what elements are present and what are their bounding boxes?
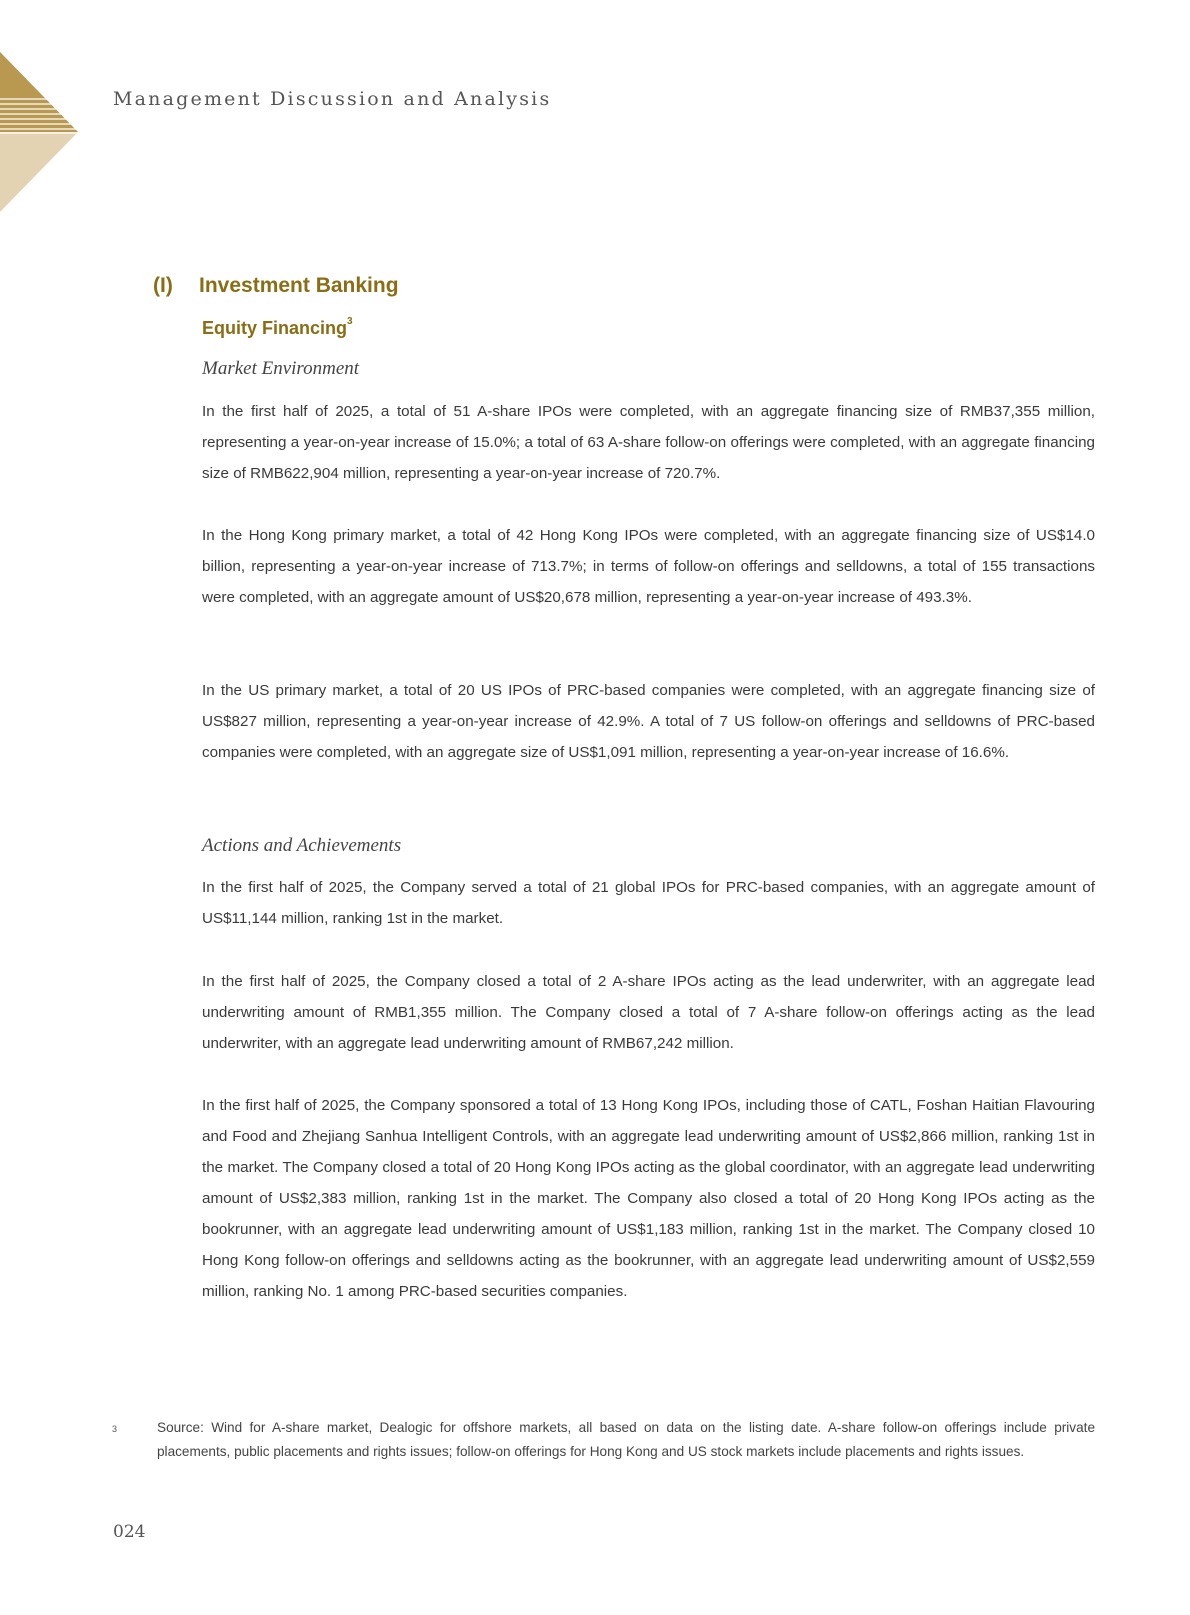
running-header-title: Management Discussion and Analysis	[113, 88, 552, 110]
paragraph-a-share-underwriting: In the first half of 2025, the Company closed a total of 2 A-share IPOs acting as the lead underwriter, with an aggregate lead underwriting amount of RMB1,355 million. The Company closed a total of 7 A-share follow-on offerings acting as the lead underwriter, with an aggregate lead underwriting amount of RMB67,242 million.	[202, 973, 1095, 1052]
section-heading	[153, 274, 399, 298]
actions-heading: Actions and Achievements	[202, 835, 402, 856]
paragraph-us: In the US primary market, a total of 20 US IPOs of PRC-based companies were completed, with an aggregate financing size of US$827 million, representing a year-on-year increase of 42.9%. A total of 7 US follow-on offerings and selldowns of PRC-based companies were completed, with an aggregate size of US$1,091 million, representing a year-on-year increase of 16.6%.	[202, 682, 1095, 761]
subsection-heading	[202, 318, 353, 339]
footnote-reference[interactable]: 3	[347, 316, 353, 327]
page-number: 024	[113, 1522, 146, 1542]
footnote-marker: 3	[112, 1424, 118, 1434]
section-title: Investment Banking	[199, 274, 399, 297]
subsection-title: Equity Financing	[202, 318, 348, 338]
paragraph-global-ipos: In the first half of 2025, the Company served a total of 21 global IPOs for PRC-based companies, with an aggregate amount of US$11,144 million, ranking 1st in the market.	[202, 879, 1095, 927]
paragraph-hong-kong: In the Hong Kong primary market, a total of 42 Hong Kong IPOs were completed, with an aggregate financing size of US$14.0 billion, representing a year-on-year increase of 713.7%; in terms of follow-on offerings and selldowns, a total of 155 transactions were completed, with an aggregate amount of US$20,678 million, representing a year-on-year increase of 493.3%.	[202, 527, 1095, 606]
footnote-text: Source: Wind for A-share market, Dealogic for offshore markets, all based on data on the listing date. A-share follow-on offerings include private placements, public placements and rights issues; follow-on offerings for Hong Kong and US stock markets include placements and rights issues.	[157, 1420, 1095, 1459]
section-number: (I)	[153, 274, 173, 297]
market-environment-heading: Market Environment	[202, 358, 360, 379]
paragraph-a-share: In the first half of 2025, a total of 51 A-share IPOs were completed, with an aggregate financing size of RMB37,355 million, representing a year-on-year increase of 15.0%; a total of 63 A-share follow-on offerings were completed, with an aggregate financing size of RMB622,904 million, representing a year-on-year increase of 720.7%.	[202, 403, 1095, 482]
corner-ornament	[0, 52, 80, 212]
paragraph-hong-kong-ipos: In the first half of 2025, the Company sponsored a total of 13 Hong Kong IPOs, including those of CATL, Foshan Haitian Flavouring and Food and Zhejiang Sanhua Intelligent Controls, with an aggregate lead underwriting amount of US$2,866 million, ranking 1st in the market. The Company closed a total of 20 Hong Kong IPOs acting as the global coordinator, with an aggregate lead underwriting amount of US$2,383 million, ranking 1st in the market. The Company also closed a total of 20 Hong Kong IPOs acting as the bookrunner, with an aggregate lead underwriting amount of US$1,183 million, ranking 1st in the market. The Company closed 10 Hong Kong follow-on offerings and selldowns acting as the bookrunner, with an aggregate lead underwriting amount of US$2,559 million, ranking No. 1 among PRC-based securities companies.	[202, 1097, 1095, 1300]
